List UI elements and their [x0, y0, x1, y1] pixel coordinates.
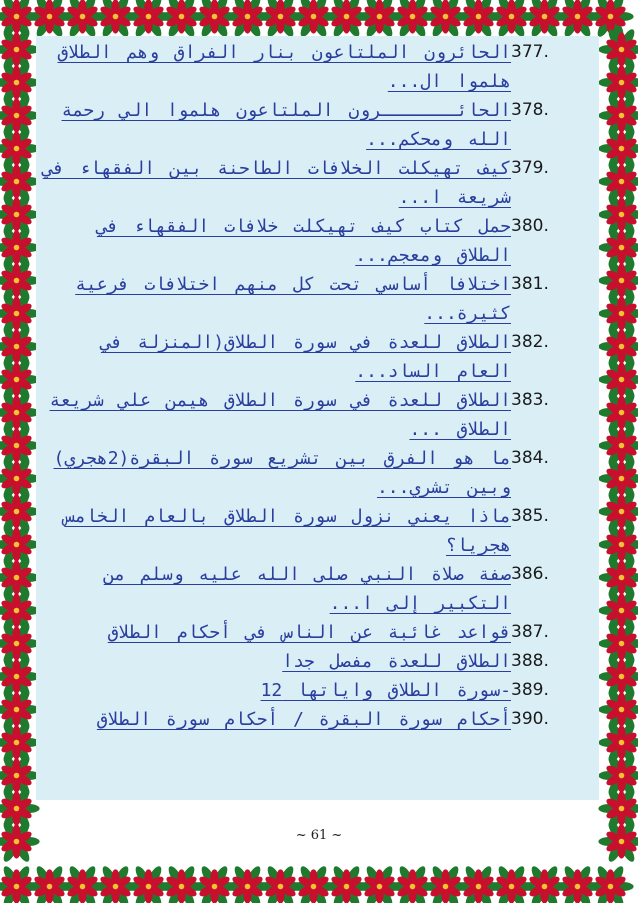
entry-link[interactable]: الطلاق للعدة في سورة الطلاق(المنزلة في العام الساد... [100, 332, 511, 382]
page-number: ~ 61 ~ [295, 828, 343, 843]
toc-entry[interactable] [36, 444, 599, 502]
entry-number: 389. [511, 680, 549, 700]
entry-number: 378. [511, 100, 549, 120]
toc-entry[interactable] [36, 212, 599, 270]
entry-number: 381. [511, 274, 549, 294]
toc-entry[interactable] [36, 154, 599, 212]
toc-list [36, 36, 599, 800]
toc-entry[interactable] [36, 560, 599, 618]
toc-entry[interactable] [36, 270, 599, 328]
toc-entry[interactable] [36, 38, 599, 96]
toc-entry[interactable] [36, 96, 599, 154]
entry-link[interactable]: أحكام سورة البقرة / أحكام سورة الطلاق [96, 709, 511, 730]
toc-entry[interactable] [36, 328, 599, 386]
toc-entry[interactable] [36, 676, 599, 705]
entry-link[interactable]: الحائـــــــرون الملتاعون هلموا الي رحمة الله ومحكم... [61, 100, 511, 150]
entry-number: 387. [511, 622, 549, 642]
toc-entry[interactable] [36, 647, 599, 676]
entry-link[interactable]: الحائرون الملتاعون بنار الفراق وهم الطلاق هلموا ال... [57, 42, 511, 92]
entry-number: 384. [511, 448, 549, 468]
entry-number: 386. [511, 564, 549, 584]
entry-link[interactable]: اختلافا أساسي تحت كل منهم اختلافات فرعية كثيرة... [75, 274, 511, 324]
entry-link[interactable]: ما هو الفرق بين تشريع سورة البقرة(2هجري) وبين تشري... [53, 448, 511, 498]
entry-link[interactable]: قواعد غائبة عن الناس في أحكام الطلاق [107, 622, 511, 643]
entry-link[interactable]: حمل كتاب كيف تهيكلت خلافات الفقهاء في الطلاق ومعجم... [96, 216, 511, 266]
entry-number: 380. [511, 216, 549, 236]
entry-link[interactable]: كيف تهيكلت الخلافات الطاحنة بين الفقهاء في شريعة ا... [42, 158, 511, 208]
poinsettia-icon [587, 864, 633, 903]
entry-number: 382. [511, 332, 549, 352]
toc-entry[interactable] [36, 386, 599, 444]
entry-link[interactable]: ماذا يعني نزول سورة الطلاق بالعام الخامس هجريا؟ [64, 506, 511, 556]
toc-entry[interactable] [36, 618, 599, 647]
entry-number: 379. [511, 158, 549, 178]
toc-entry[interactable] [36, 705, 599, 734]
entry-link[interactable]: -سورة الطلاق واياتها 12 [260, 680, 511, 701]
entry-number: 385. [511, 506, 549, 526]
entry-link[interactable]: الطلاق للعدة مفصل جدا [282, 651, 511, 672]
entry-link[interactable]: صفة صلاة النبي صلى الله عليه وسلم من التكبير إلى ا... [103, 564, 511, 614]
entry-number: 377. [511, 42, 549, 62]
entry-number: 388. [511, 651, 549, 671]
toc-entry[interactable] [36, 502, 599, 560]
entry-number: 383. [511, 390, 549, 410]
entry-link[interactable]: الطلاق للعدة في سورة الطلاق هيمن علي شريعة الطلاق ... [49, 390, 511, 440]
entry-number: 390. [511, 709, 549, 729]
